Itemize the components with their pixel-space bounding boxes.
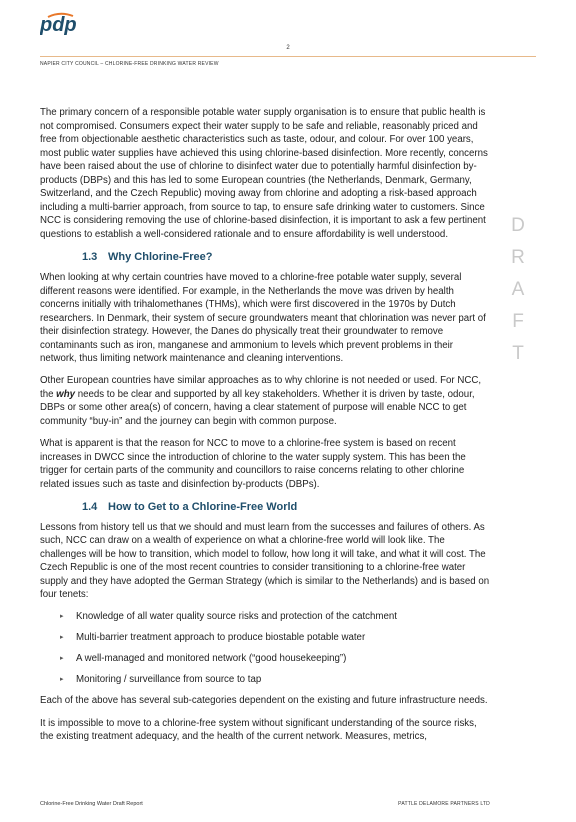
watermark-letter: F — [512, 311, 524, 332]
watermark-letter: R — [511, 247, 525, 268]
list-item-text: A well-managed and monitored network (“good housekeeping”) — [76, 653, 347, 665]
list-item-text: Monitoring / surveillance from source to tap — [76, 674, 262, 686]
draft-watermark — [510, 210, 526, 370]
triangle-bullet-icon: ▸ — [60, 676, 64, 684]
text-run: Other European countries have similar approaches as to why chlorine is not needed or used. For NCC, the — [40, 375, 482, 400]
intro-paragraph: The primary concern of a responsible potable water supply organisation is to ensure that public health is not compromised. Consumers expect their water supply to be safe and reliable, reasonably priced and free from objectionable aesthetic characteristics such as taste, odour, and colour. For over 100 years, most public water supplies have achieved this using chlorine-based disinfection. More recently, concerns have been raised about the use of chlorine to disinfect water due to potentially harmful disinfection by-products (DBPs) and this has led to some European countries (the Netherlands, Denmark, Germany, Switzerland, and the Czech Republic) moving away from chlorine and adopting a risk-based approach including a multi-barrier approach, from source to tap, to ensure safe drinking water to customers. Since NCC is considering removing the use of chlorine-based disinfection, it is important to ask a few pertinent questions to establish a well-considered rationale and to ensure affordability is well understood. — [40, 107, 488, 240]
triangle-bullet-icon: ▸ — [60, 655, 64, 663]
list-item — [40, 652, 492, 666]
triangle-bullet-icon: ▸ — [60, 634, 64, 642]
section-title: Why Chlorine-Free? — [108, 250, 213, 263]
paragraph: When looking at why certain countries have moved to a chlorine-free potable water supply, several different reasons were identified. For example, in the Netherlands the move was driven by health concerns initially with trihalomethanes (THMs), which were first discovered in the 1970s by Dutch researchers. In Denmark, their system of secure groundwaters meant that chlorination was never part of their disinfection strategy. However, the Danes do physically treat their groundwater to remove contaminants such as iron, manganese and ammonium to levels which prevent problems in their network, thus limiting network maintenance and cleaning interventions. — [40, 271, 486, 365]
text-run: needs to be clear and supported by all key stakeholders. Whether it is driven by taste, odour, DBPs or some other area(s) of concern, having a clear statement of purpose will enable NCC to get community “buy-in” and the journey can begin with common purpose. — [40, 388, 475, 427]
paragraph: It is impossible to move to a chlorine-free system without significant understanding of the source risks, the existing treatment adequacy, and the health of the current network. Measures, metrics, — [40, 717, 477, 743]
paragraph — [40, 374, 492, 428]
emphasis-why: why — [56, 388, 76, 400]
list-item — [40, 631, 492, 645]
logo-text: pdp — [40, 14, 77, 36]
tenets-list — [40, 610, 492, 687]
footer-company: PATTLE DELAMORE PARTNERS LTD — [398, 801, 490, 807]
watermark-letter: T — [512, 343, 524, 364]
watermark-letter: A — [511, 279, 525, 300]
section-number: 1.3 — [82, 250, 98, 263]
paragraph: Lessons from history tell us that we should and must learn from the successes and failures of others. As such, NCC can draw on a wealth of experience on what a chlorine-free world will look like. The challenges will be how to transition, which model to follow, how long it will take, and what it will cost. The Czech Republic is one of the most recent countries to consider transitioning to a chlorine-free water supply and they have adopted the German Strategy (which is similar to the Netherlands) and is based on four tenets: — [40, 521, 490, 601]
list-item-text: Multi-barrier treatment approach to produce biostable potable water — [76, 632, 366, 644]
section-title: How to Get to a Chlorine-Free World — [108, 500, 298, 513]
list-item — [40, 673, 492, 687]
paragraph: What is apparent is that the reason for NCC to move to a chlorine-free system is based on recent increases in DWCC since the introduction of chlorine to the water supply system. This has been the trigger for certain parts of the community and councillors to raise concerns relating to other chlorine related issues such as taste and disinfection by-products (DBPs). — [40, 437, 466, 490]
pdp-logo — [40, 12, 82, 38]
section-heading-1-3 — [40, 250, 492, 264]
section-number: 1.4 — [82, 500, 98, 513]
document-body — [40, 106, 492, 752]
triangle-bullet-icon: ▸ — [60, 613, 64, 621]
watermark-letter: D — [511, 215, 525, 236]
paragraph: Each of the above has several sub-categories dependent on the existing and future infrastructure needs. — [40, 695, 488, 707]
page-number: 2 — [286, 45, 290, 51]
footer-report-title: Chlorine-Free Drinking Water Draft Report — [40, 801, 143, 807]
list-item-text: Knowledge of all water quality source risks and protection of the catchment — [76, 611, 397, 623]
running-head: NAPIER CITY COUNCIL – CHLORINE-FREE DRINKING WATER REVIEW — [40, 61, 219, 67]
list-item — [40, 610, 492, 624]
header-rule — [40, 56, 536, 57]
section-heading-1-4 — [40, 500, 492, 514]
